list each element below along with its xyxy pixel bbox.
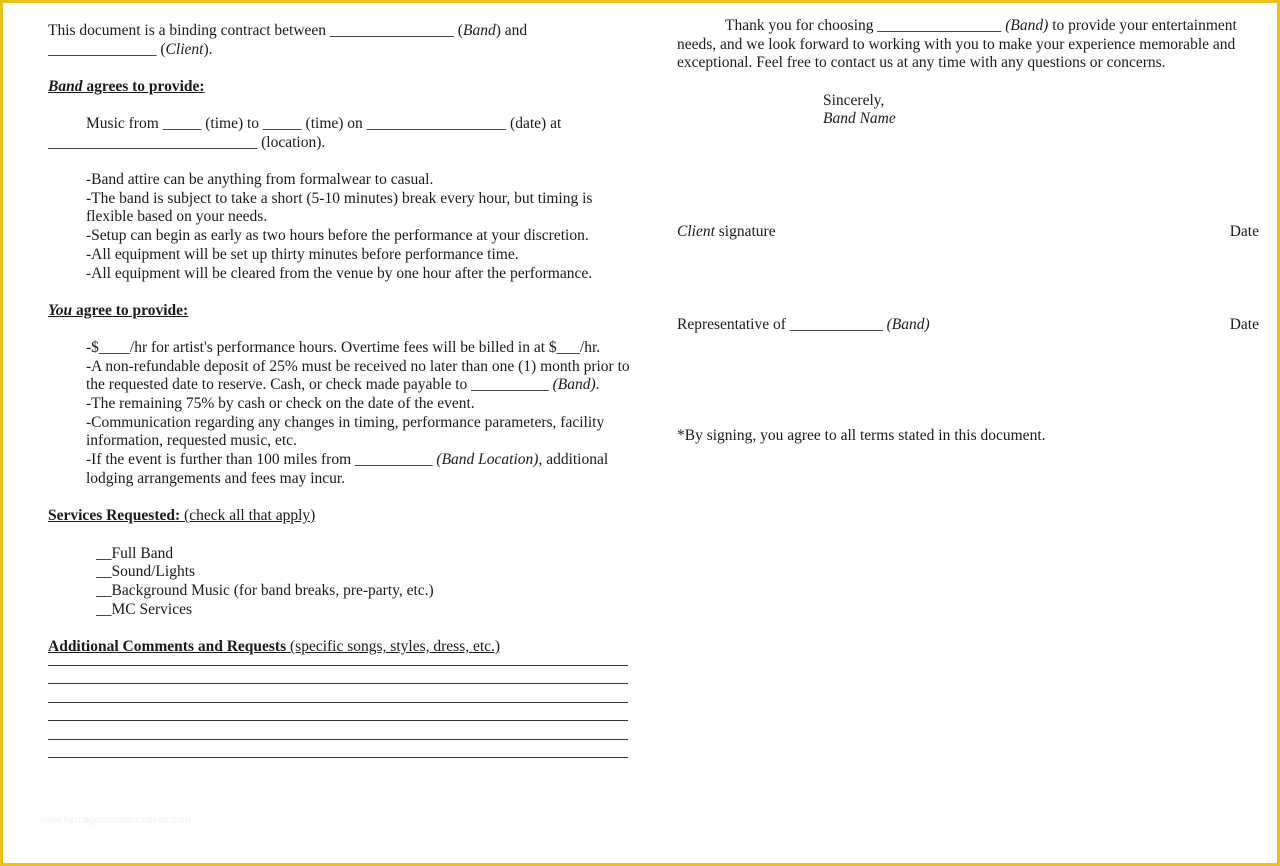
representative-signature-row — [677, 316, 1259, 335]
band-term-item: -All equipment will be cleared from the venue by one hour after the performance. — [86, 264, 593, 282]
intro-paragraph: This document is a binding contract between ________________ (Band) and ______________ (Client). — [48, 22, 528, 58]
band-term-item: -Band attire can be anything from formalwear to casual. — [86, 171, 434, 189]
client-term-item: -$____/hr for artist's performance hours. Overtime fees will be billed in at $___/hr. — [86, 338, 601, 356]
client-signature-row — [677, 223, 1259, 242]
comment-line[interactable] — [48, 665, 628, 666]
comment-line[interactable] — [48, 739, 628, 740]
closing-sincerely: Sincerely, — [823, 91, 885, 109]
service-option-background-music[interactable]: __Background Music (for band breaks, pre-party, etc.) — [96, 582, 434, 600]
comment-line[interactable] — [48, 720, 628, 721]
client-term-item: -If the event is further than 100 miles from __________ (Band Location), additional lodging arrangements and fees may incur. — [86, 451, 609, 487]
representative-date-label[interactable]: Date — [1229, 315, 1259, 333]
band-terms-list — [48, 171, 626, 283]
comment-line[interactable] — [48, 683, 628, 684]
comment-line[interactable] — [48, 757, 628, 758]
right-column — [677, 17, 1259, 446]
representative-signature-label[interactable]: Representative of ____________ (Band) — [677, 315, 930, 333]
closing-block — [677, 92, 1259, 129]
left-column — [48, 22, 638, 776]
band-term-item: -All equipment will be set up thirty minutes before performance time. — [86, 245, 519, 263]
client-date-label[interactable]: Date — [1229, 222, 1259, 240]
client-term-item: -A non-refundable deposit of 25% must be received no later than one (1) month prior to the requested date to reserve. Cash, or check made payable to __________ (Band). — [86, 357, 630, 394]
watermark: www.heritagechristiancollege.com — [40, 815, 191, 826]
comments-lines — [48, 665, 638, 759]
comments-heading: Additional Comments and Requests (specific songs, styles, dress, etc.) — [48, 638, 501, 656]
closing-band-name: Band Name — [823, 110, 896, 128]
band-term-item: -Setup can begin as early as two hours before the performance at your discretion. — [86, 227, 589, 245]
client-term-item: -Communication regarding any changes in timing, performance parameters, facility information, requested music, etc. — [86, 413, 605, 450]
service-option-full-band[interactable]: __Full Band — [96, 544, 174, 562]
client-signature-label[interactable]: Client signature — [677, 222, 776, 240]
band-term-item: -The band is subject to take a short (5-10 minutes) break every hour, but timing is flexible based on your needs. — [86, 189, 593, 226]
band-section-heading: Band agrees to provide: — [48, 77, 205, 95]
client-term-item: -The remaining 75% by cash or check on the date of the event. — [86, 395, 475, 413]
service-option-sound-lights[interactable]: __Sound/Lights — [96, 563, 196, 581]
music-line: Music from _____ (time) to _____ (time) on __________________ (date) at ___________________________ (location). — [48, 115, 562, 151]
services-list — [48, 545, 638, 620]
thanks-paragraph: Thank you for choosing ________________ (Band) to provide your entertainment needs, and we look forward to working with you to make your experience memorable and exceptional. Feel free to contact us at any time with any questions or concerns. — [677, 17, 1237, 72]
services-heading: Services Requested: (check all that apply) — [48, 507, 316, 525]
comment-line[interactable] — [48, 702, 628, 703]
service-option-mc-services[interactable]: __MC Services — [96, 600, 193, 618]
you-section-heading: You agree to provide: — [48, 301, 189, 319]
client-terms-list — [48, 339, 631, 489]
agreement-note: *By signing, you agree to all terms stated in this document. — [677, 427, 1046, 445]
